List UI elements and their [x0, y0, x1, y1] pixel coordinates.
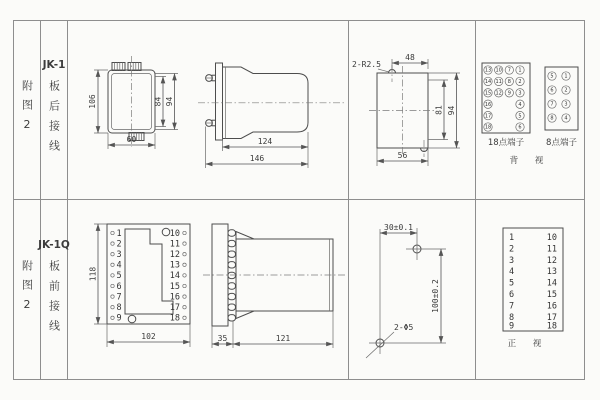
note-2-phi5: 2-Φ5 [394, 323, 414, 332]
fig-label-row2: 附图2 [20, 260, 34, 319]
fv-r: 15 [169, 281, 180, 292]
jk1q-terminal-table-svg [475, 200, 584, 380]
t18-n: 11 [495, 79, 502, 86]
cell-views-row1 [67, 20, 348, 199]
tt-l: 7 [509, 301, 515, 312]
label-18pt: 18点端子 [487, 138, 525, 148]
tt-r: 15 [546, 290, 557, 300]
tt-l: 6 [509, 290, 515, 300]
cell-drill-row2 [348, 200, 475, 380]
wiring-type-jk1q: 板前接线 [47, 260, 61, 340]
rear-view-label: 背 视 [509, 156, 551, 166]
t8-n: 7 [550, 101, 554, 108]
t8-n: 1 [564, 73, 568, 80]
t18-n: 3 [518, 90, 522, 97]
jk1-views-svg [67, 20, 348, 199]
fv-l: 9 [116, 313, 122, 324]
t18-n: 6 [518, 124, 522, 131]
jk1-top-view [88, 56, 178, 149]
tt-r: 10 [546, 233, 557, 243]
tt-r: 18 [546, 321, 557, 332]
terminal-block-8 [545, 67, 578, 130]
dim-84: 84 [153, 96, 163, 107]
t8-n: 4 [564, 115, 568, 122]
t8-n: 8 [550, 115, 554, 122]
cell-fig-row2 [14, 200, 40, 379]
dim-102: 102 [141, 332, 156, 341]
dim-146: 146 [249, 154, 265, 163]
dim-60: 60 [126, 135, 137, 144]
tt-l: 5 [509, 278, 515, 289]
t8-n: 2 [564, 87, 568, 94]
jk1-terminals-svg [475, 20, 584, 199]
dim-30: 30±0.1 [384, 223, 413, 232]
model-name-jk1q: JK-1Q [38, 239, 70, 251]
fv-l: 3 [116, 250, 122, 260]
model-name-jk1: JK-1 [42, 59, 66, 71]
t18-n: 16 [484, 101, 492, 108]
dim-124: 124 [257, 137, 273, 146]
table-border-right [584, 20, 585, 380]
jk1q-front-view [89, 224, 191, 347]
tt-l: 9 [509, 321, 515, 332]
t8-n: 6 [550, 87, 554, 94]
tt-l: 1 [509, 233, 515, 243]
jk1q-views-svg [67, 200, 348, 380]
fv-r: 17 [169, 303, 180, 313]
dim-35: 35 [217, 334, 228, 343]
dim-48: 48 [405, 53, 415, 62]
tt-r: 13 [546, 267, 557, 278]
t18-n: 14 [484, 79, 492, 86]
jk1q-side-view [203, 224, 345, 348]
jk1q-drill-svg [348, 200, 475, 380]
terminal-table [503, 228, 563, 332]
dim-56: 56 [397, 151, 408, 160]
fv-r: 16 [169, 292, 180, 303]
t18-n: 10 [495, 67, 502, 74]
tt-l: 2 [509, 244, 515, 255]
tt-l: 3 [509, 255, 515, 266]
t8-n: 3 [564, 101, 568, 108]
fv-r: 13 [169, 260, 180, 271]
fv-l: 2 [116, 239, 122, 250]
t18-n: 2 [518, 79, 522, 86]
tt-r: 16 [546, 301, 557, 312]
tt-l: 4 [509, 267, 515, 278]
t18-n: 12 [495, 90, 502, 97]
cell-model-row1 [41, 20, 67, 199]
fv-l: 5 [116, 271, 122, 282]
fv-l: 1 [116, 228, 122, 239]
dim-100: 100±0.2 [431, 279, 440, 313]
front-view-label: 正 视 [507, 339, 549, 349]
dim-118: 118 [88, 266, 98, 282]
fv-r: 10 [169, 228, 180, 239]
dim-94: 94 [165, 96, 174, 107]
cell-model-row2 [38, 200, 70, 379]
t18-n: 17 [484, 113, 492, 120]
cell-terminals-row1 [475, 20, 584, 199]
cell-cutout-row1 [348, 20, 475, 199]
cell-terminal-table-row2 [475, 200, 584, 380]
wiring-type-jk1: 板后接线 [47, 80, 61, 160]
tt-r: 12 [546, 255, 557, 266]
note-2-r25: 2-R2.5 [352, 60, 381, 69]
jk1-cutout-svg [348, 20, 475, 199]
t18-n: 1 [518, 67, 522, 74]
t18-n: 8 [507, 79, 511, 86]
fv-r: 18 [169, 313, 180, 324]
jk1-side-view [198, 63, 345, 168]
jk1-panel-cutout [352, 53, 460, 166]
dim-94b: 94 [447, 105, 456, 116]
jk1q-drilling-plan [366, 223, 446, 358]
t8-n: 5 [550, 73, 554, 80]
tt-r: 14 [546, 278, 557, 289]
fv-r: 12 [169, 250, 180, 260]
fv-l: 4 [116, 260, 122, 271]
fv-l: 7 [116, 292, 122, 303]
fv-r: 11 [169, 239, 180, 250]
cell-fig-row1 [14, 20, 40, 199]
dim-106: 106 [88, 94, 97, 109]
fv-l: 6 [116, 281, 122, 292]
fv-l: 8 [116, 303, 122, 313]
label-8pt: 8点端子 [546, 138, 577, 148]
t18-n: 9 [507, 90, 511, 97]
terminal-block-18 [482, 63, 530, 133]
tt-l: 8 [509, 312, 515, 323]
fig-label-row1: 附图2 [20, 80, 34, 139]
dim-121: 121 [275, 334, 291, 343]
t18-n: 13 [484, 67, 492, 74]
tt-r: 17 [546, 312, 557, 323]
t18-n: 15 [484, 90, 492, 97]
t18-n: 4 [518, 101, 522, 108]
t18-n: 5 [518, 113, 522, 120]
tt-r: 11 [546, 244, 557, 255]
fv-r: 14 [169, 271, 180, 282]
cell-views-row2 [67, 200, 348, 380]
t18-n: 18 [484, 124, 492, 131]
dim-81: 81 [434, 105, 444, 115]
t18-n: 7 [507, 67, 511, 74]
